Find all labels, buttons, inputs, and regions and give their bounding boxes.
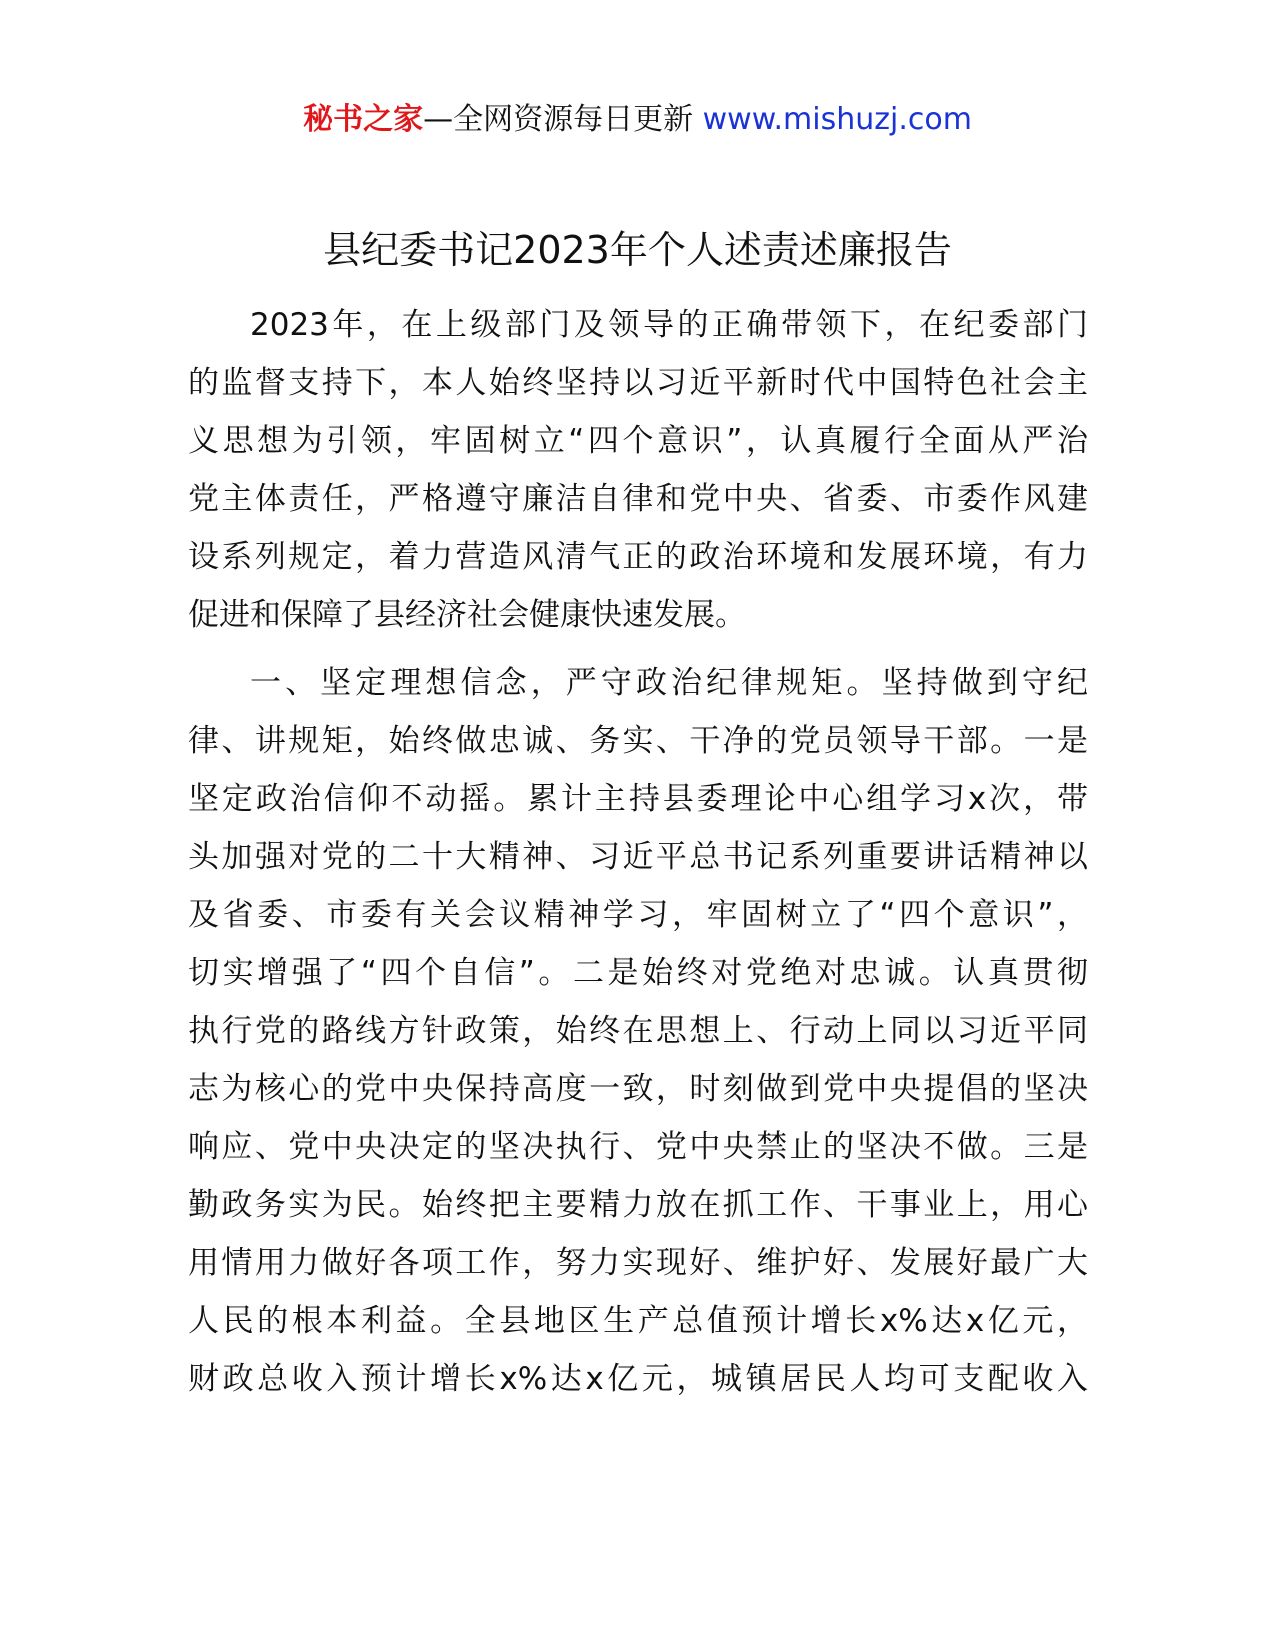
text-line: 律、讲规矩，始终做忠诚、务实、干净的党员领导干部。一是 (188, 723, 1088, 759)
site-tagline: —全网资源每日更新 (423, 102, 703, 137)
text-line: 一、坚定理想信念，严守政治纪律规矩。坚持做到守纪 (250, 665, 1088, 701)
document-title: 县纪委书记2023年个人述责述廉报告 (323, 228, 952, 272)
text-line: 人民的根本利益。全县地区生产总值预计增长x%达x亿元， (188, 1303, 1088, 1339)
text-line: 坚定政治信仰不动摇。累计主持县委理论中心组学习x次，带 (188, 781, 1088, 817)
text-line: 头加强对党的二十大精神、习近平总书记系列重要讲话精神以 (188, 839, 1088, 875)
text-line: 2023年，在上级部门及领导的正确带领下，在纪委部门 (250, 307, 1088, 343)
text-line: 的监督支持下，本人始终坚持以习近平新时代中国特色社会主 (188, 365, 1088, 401)
text-line: 党主体责任，严格遵守廉洁自律和党中央、省委、市委作风建 (188, 481, 1088, 517)
document-body (188, 296, 1088, 1408)
text-line: 志为核心的党中央保持高度一致，时刻做到党中央提倡的坚决 (188, 1071, 1088, 1107)
site-url-link[interactable]: www.mishuzj.com (702, 102, 972, 137)
text-line: 响应、党中央决定的坚决执行、党中央禁止的坚决不做。三是 (188, 1129, 1088, 1165)
text-line: 切实增强了“四个自信”。二是始终对党绝对忠诚。认真贯彻 (188, 955, 1088, 991)
text-line: 勤政务实为民。始终把主要精力放在抓工作、干事业上，用心 (188, 1187, 1088, 1223)
site-header (0, 98, 1275, 142)
text-line: 执行党的路线方针政策，始终在思想上、行动上同以习近平同 (188, 1013, 1088, 1049)
paragraph-intro (188, 296, 1088, 644)
paragraph-section-1 (188, 654, 1088, 1408)
site-brand: 秘书之家 (303, 102, 424, 137)
text-line: 财政总收入预计增长x%达x亿元，城镇居民人均可支配收入 (188, 1361, 1088, 1397)
text-line: 及省委、市委有关会议精神学习，牢固树立了“四个意识”， (188, 897, 1088, 933)
text-line: 设系列规定，着力营造风清气正的政治环境和发展环境，有力 (188, 539, 1088, 575)
text-line: 义思想为引领，牢固树立“四个意识”，认真履行全面从严治 (188, 423, 1088, 459)
text-line: 用情用力做好各项工作，努力实现好、维护好、发展好最广大 (188, 1245, 1088, 1281)
text-line: 促进和保障了县经济社会健康快速发展。 (188, 597, 746, 633)
